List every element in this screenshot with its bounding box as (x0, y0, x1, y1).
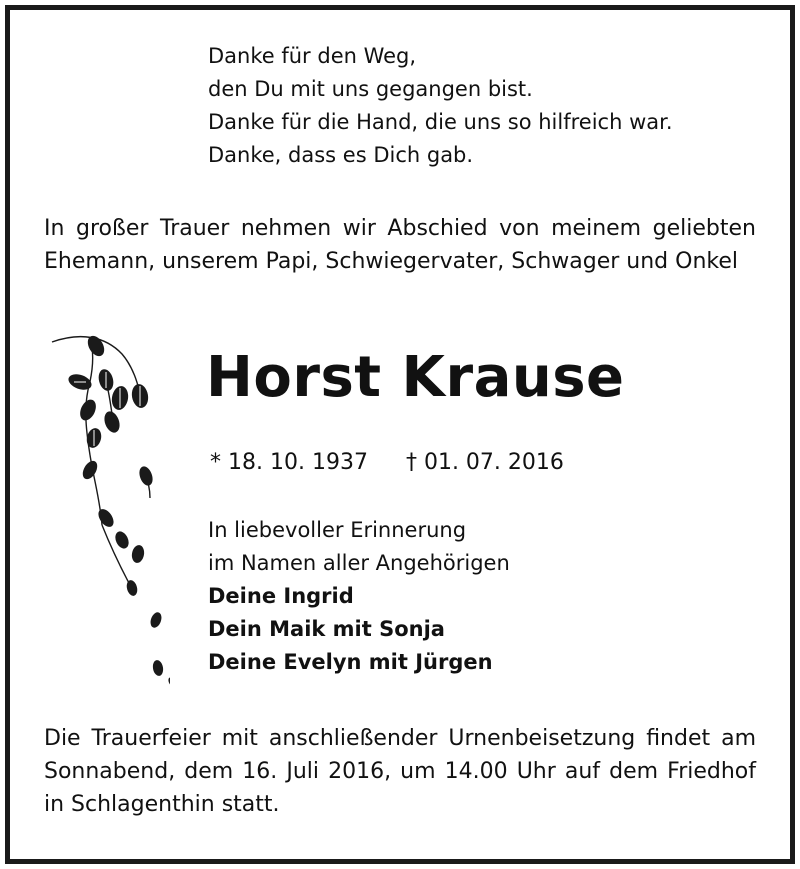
death-date: † 01. 07. 2016 (405, 450, 564, 475)
ceremony-text: Die Trauerfeier mit anschließender Urnenbeisetzung findet am Sonnabend, dem 16. Juli 2016, um 14.00 Uhr auf dem Friedhof in Schlagenthin statt. (44, 726, 756, 817)
poem (208, 40, 673, 172)
deceased-name: Horst Krause (206, 345, 625, 410)
poem-line: den Du mit uns gegangen bist. (208, 77, 533, 101)
birth-date: * 18. 10. 1937 (210, 450, 368, 475)
signer-name: Deine Evelyn mit Jürgen (208, 650, 493, 674)
signer-name: Deine Ingrid (208, 584, 354, 608)
memory-line: In liebevoller Erinnerung (208, 518, 467, 542)
birch-branch-icon (50, 330, 170, 690)
memory-line: im Namen aller Angehörigen (208, 551, 510, 575)
poem-line: Danke für die Hand, die uns so hilfreich war. (208, 110, 673, 134)
poem-line: Danke, dass es Dich gab. (208, 143, 474, 167)
intro-text: In großer Trauer nehmen wir Abschied von meinem geliebten Ehemann, unserem Papi, Schwiegervater, Schwager und Onkel (44, 216, 756, 274)
life-dates (210, 447, 564, 479)
memory-block (208, 514, 510, 679)
signer-name: Dein Maik mit Sonja (208, 617, 445, 641)
poem-line: Danke für den Weg, (208, 44, 417, 68)
